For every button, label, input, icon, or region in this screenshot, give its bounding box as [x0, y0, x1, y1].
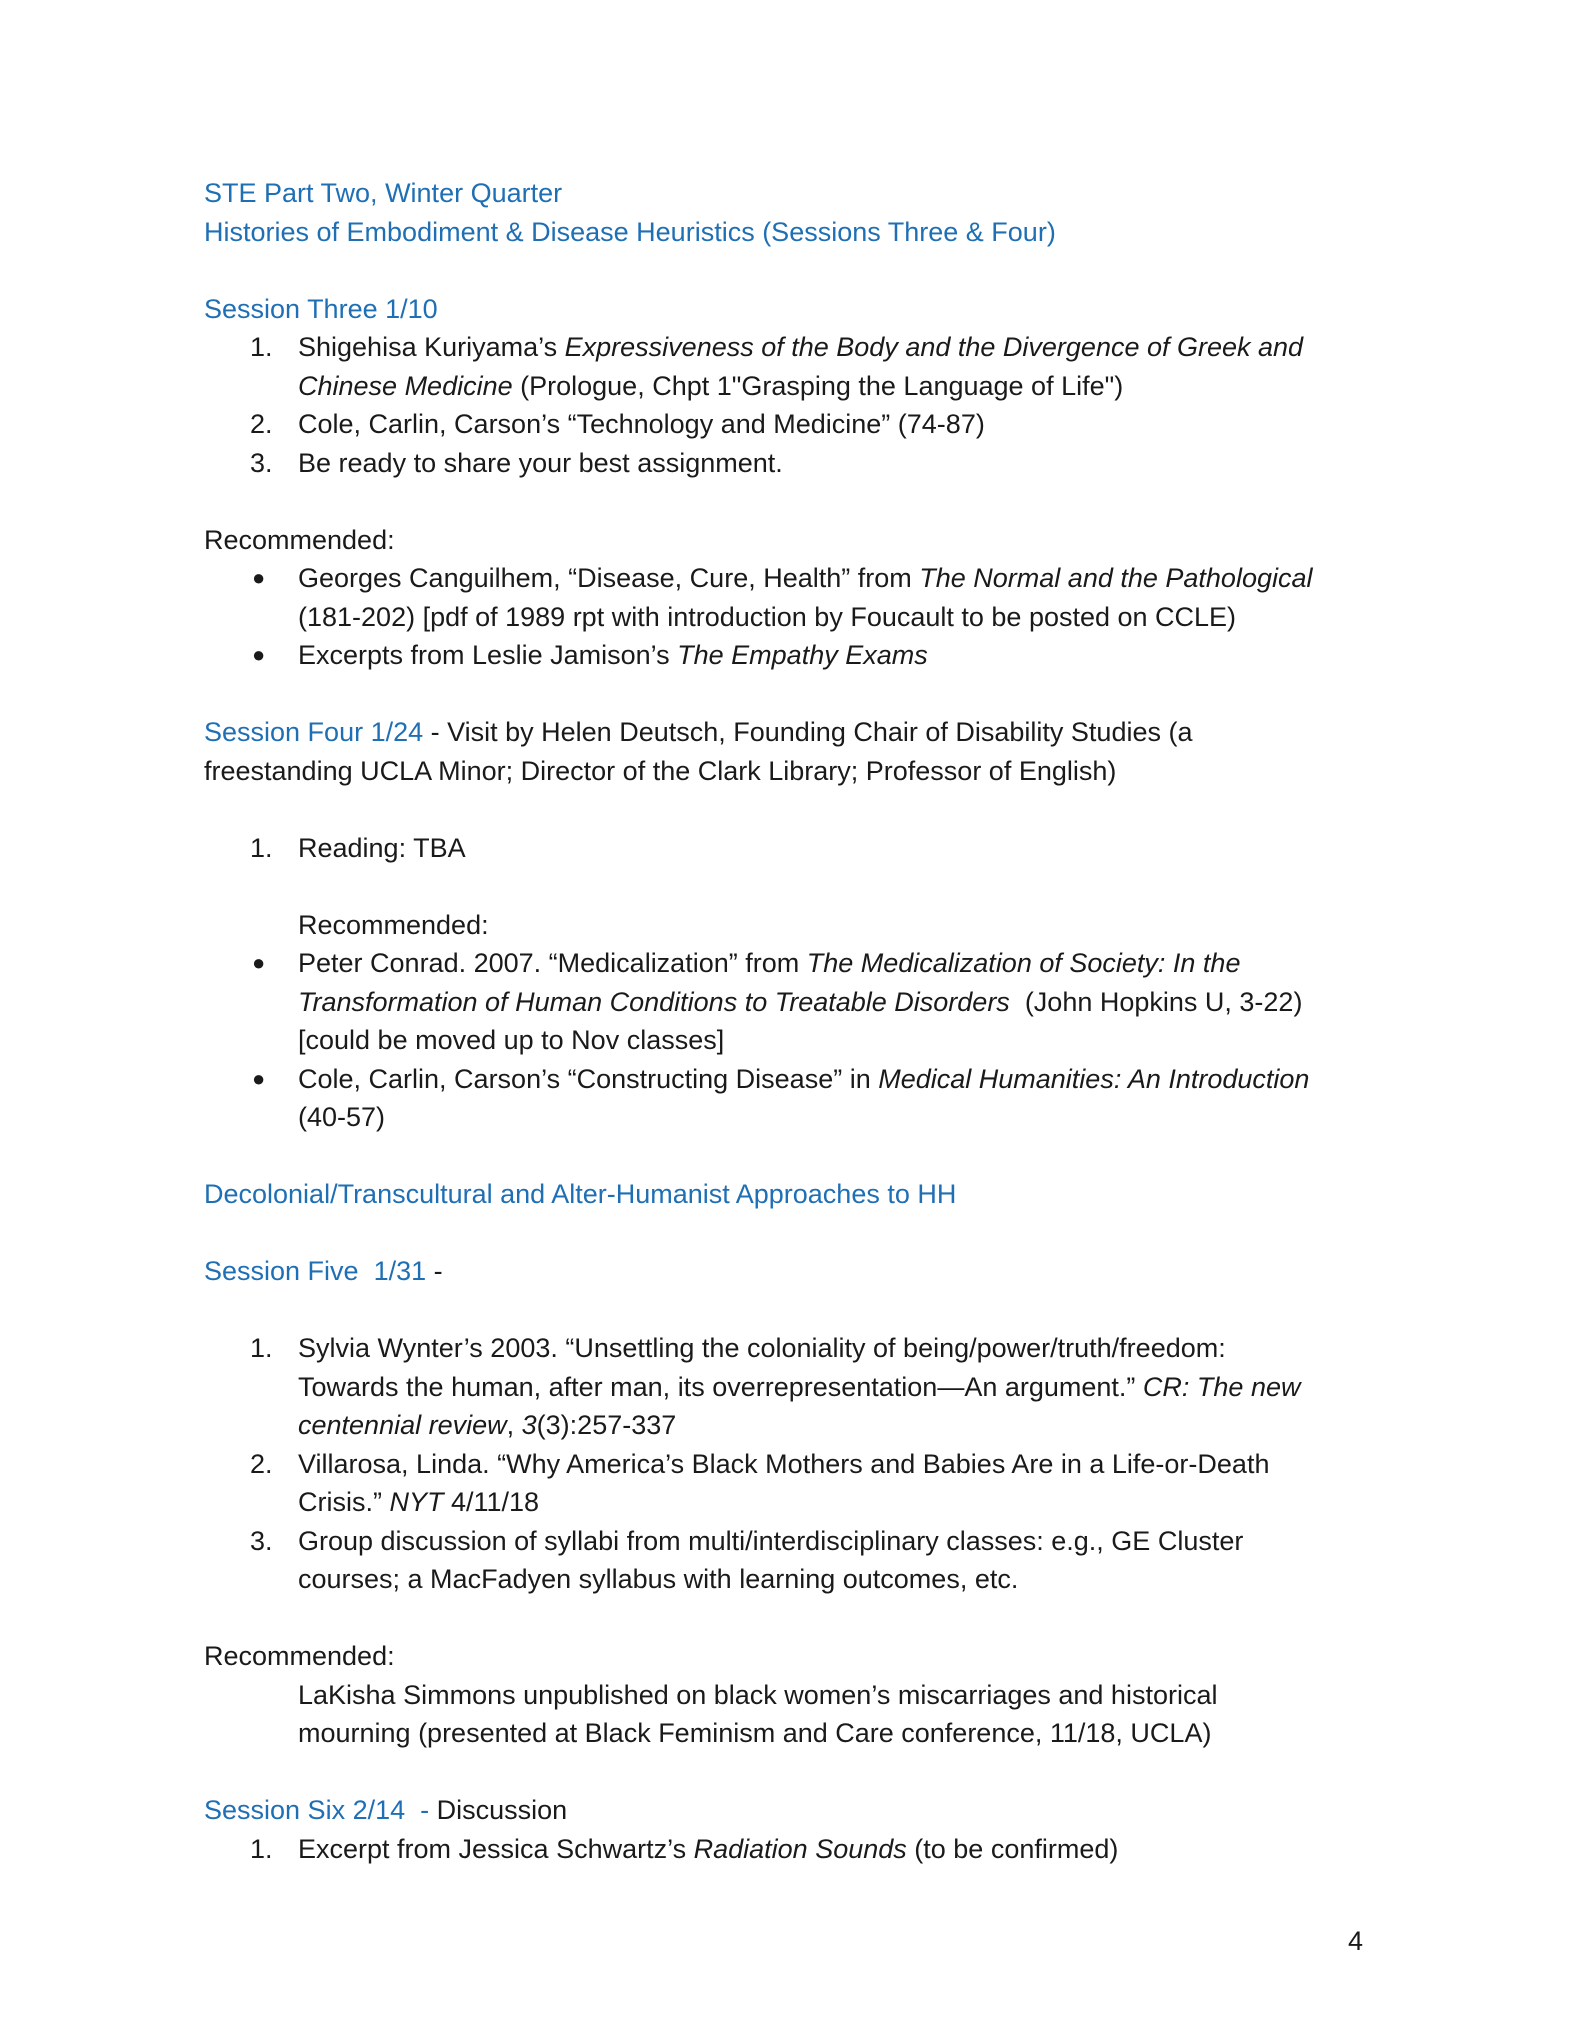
session-five-recommended-line1: LaKisha Simmons unpublished on black women’s miscarriages and historical — [298, 1679, 1218, 1710]
book-title: The Medicalization of Society: In the — [806, 948, 1241, 978]
list-number: 1. — [250, 1833, 273, 1864]
journal-title: CR: The new — [1142, 1371, 1301, 1402]
page-number: 4 — [1348, 1926, 1364, 1956]
session-four-intro-line2: freestanding UCLA Minor; Director of the Clark Library; Professor of English) — [204, 755, 1117, 786]
book-title: Transformation of Human Conditions to Treatable Disorders — [298, 986, 1010, 1017]
session-five-recommended-line2: mourning (presented at Black Feminism and Care conference, 11/18, UCLA) — [298, 1718, 1212, 1748]
document-body — [204, 174, 1394, 1868]
bullet-icon: ● — [252, 1065, 266, 1091]
session-five-item-2: 2. Villarosa, Linda. “Why America’s Black Mothers and Babies Are in a Life-or-Death Crisis.” NYT 4/11/18 — [204, 1445, 1394, 1522]
session-six-heading: Session Six 2/14 — [204, 1795, 406, 1825]
session-four-item-1: 1. Reading: TBA — [204, 829, 1394, 868]
session-five-intro: Session Five 1/31 - — [204, 1256, 443, 1286]
book-title: Expressiveness of the Body and the Divergence of Greek and — [564, 332, 1304, 362]
session-five-item-1: 1. Sylvia Wynter’s 2003. “Unsettling the coloniality of being/power/truth/freedom: Towards the human, after man, its overrepresentation—An argument.” CR: The new centennial review, 3(3):257-337 — [204, 1329, 1394, 1445]
bullet-icon: ● — [252, 950, 266, 975]
session-three-recommended-2: ● Excerpts from Leslie Jamison’s The Empathy Exams — [204, 636, 1394, 675]
bullet-icon: ● — [252, 642, 266, 667]
journal-title: NYT — [389, 1487, 444, 1517]
book-title: Radiation Sounds — [693, 1833, 907, 1864]
session-five-item-3: 3. Group discussion of syllabi from multi/interdisciplinary classes: e.g., GE Cluster courses; a MacFadyen syllabus with learning outcomes, etc. — [204, 1522, 1394, 1599]
journal-title: centennial review — [298, 1410, 507, 1440]
recommended-label: Recommended: — [204, 524, 395, 555]
session-six-item-1: 1. Excerpt from Jessica Schwartz’s Radiation Sounds (to be confirmed) — [204, 1830, 1394, 1869]
part-heading: STE Part Two, Winter Quarter — [204, 178, 563, 208]
session-four-heading: Session Four 1/24 — [204, 717, 424, 747]
book-title: Medical Humanities: An Introduction — [878, 1063, 1310, 1094]
session-three-item-2: 2. Cole, Carlin, Carson’s “Technology and Medicine” (74-87) — [204, 405, 1394, 444]
list-number: 2. — [250, 1448, 273, 1479]
session-four-intro: Session Four 1/24 - Visit by Helen Deutsch, Founding Chair of Disability Studies (a — [204, 717, 1193, 747]
section-heading: Histories of Embodiment & Disease Heuristics (Sessions Three & Four) — [204, 216, 1056, 247]
list-number: 2. — [250, 409, 273, 439]
list-number: 3. — [250, 447, 273, 478]
book-title: The Normal and the Pathological — [919, 563, 1313, 593]
session-three-item-1: 1. Shigehisa Kuriyama’s Expressiveness of the Body and the Divergence of Greek and Chinese Medicine (Prologue, Chpt 1"Grasping the Language of Life") — [204, 328, 1394, 405]
session-four-recommended-2: ● Cole, Carlin, Carson’s “Constructing Disease” in Medical Humanities: An Introduction (40-57) — [204, 1060, 1394, 1137]
decolonial-heading: Decolonial/Transcultural and Alter-Humanist Approaches to HH — [204, 1179, 957, 1209]
bullet-icon: ● — [252, 565, 266, 590]
list-number: 3. — [250, 1525, 273, 1556]
session-three-heading: Session Three 1/10 — [204, 293, 438, 324]
recommended-label: Recommended: — [298, 909, 489, 940]
book-title: Chinese Medicine — [298, 370, 513, 401]
book-title: The Empathy Exams — [677, 640, 928, 670]
session-six-intro: Session Six 2/14 - Discussion — [204, 1795, 568, 1825]
list-number: 1. — [250, 1333, 273, 1363]
session-three-recommended-1: ● Georges Canguilhem, “Disease, Cure, Health” from The Normal and the Pathological (181-202) [pdf of 1989 rpt with introduction by Foucault to be posted on CCLE) — [204, 559, 1394, 636]
recommended-label: Recommended: — [204, 1641, 395, 1671]
list-number: 1. — [250, 332, 273, 362]
session-three-item-3: 3. Be ready to share your best assignment. — [204, 444, 1394, 483]
list-number: 1. — [250, 832, 273, 863]
session-four-recommended-1: ● Peter Conrad. 2007. “Medicalization” from The Medicalization of Society: In the Transformation of Human Conditions to Treatable Disorders (John Hopkins U, 3-22) [could be moved up to Nov classes] — [204, 944, 1394, 1060]
session-five-heading: Session Five 1/31 — [204, 1256, 427, 1286]
